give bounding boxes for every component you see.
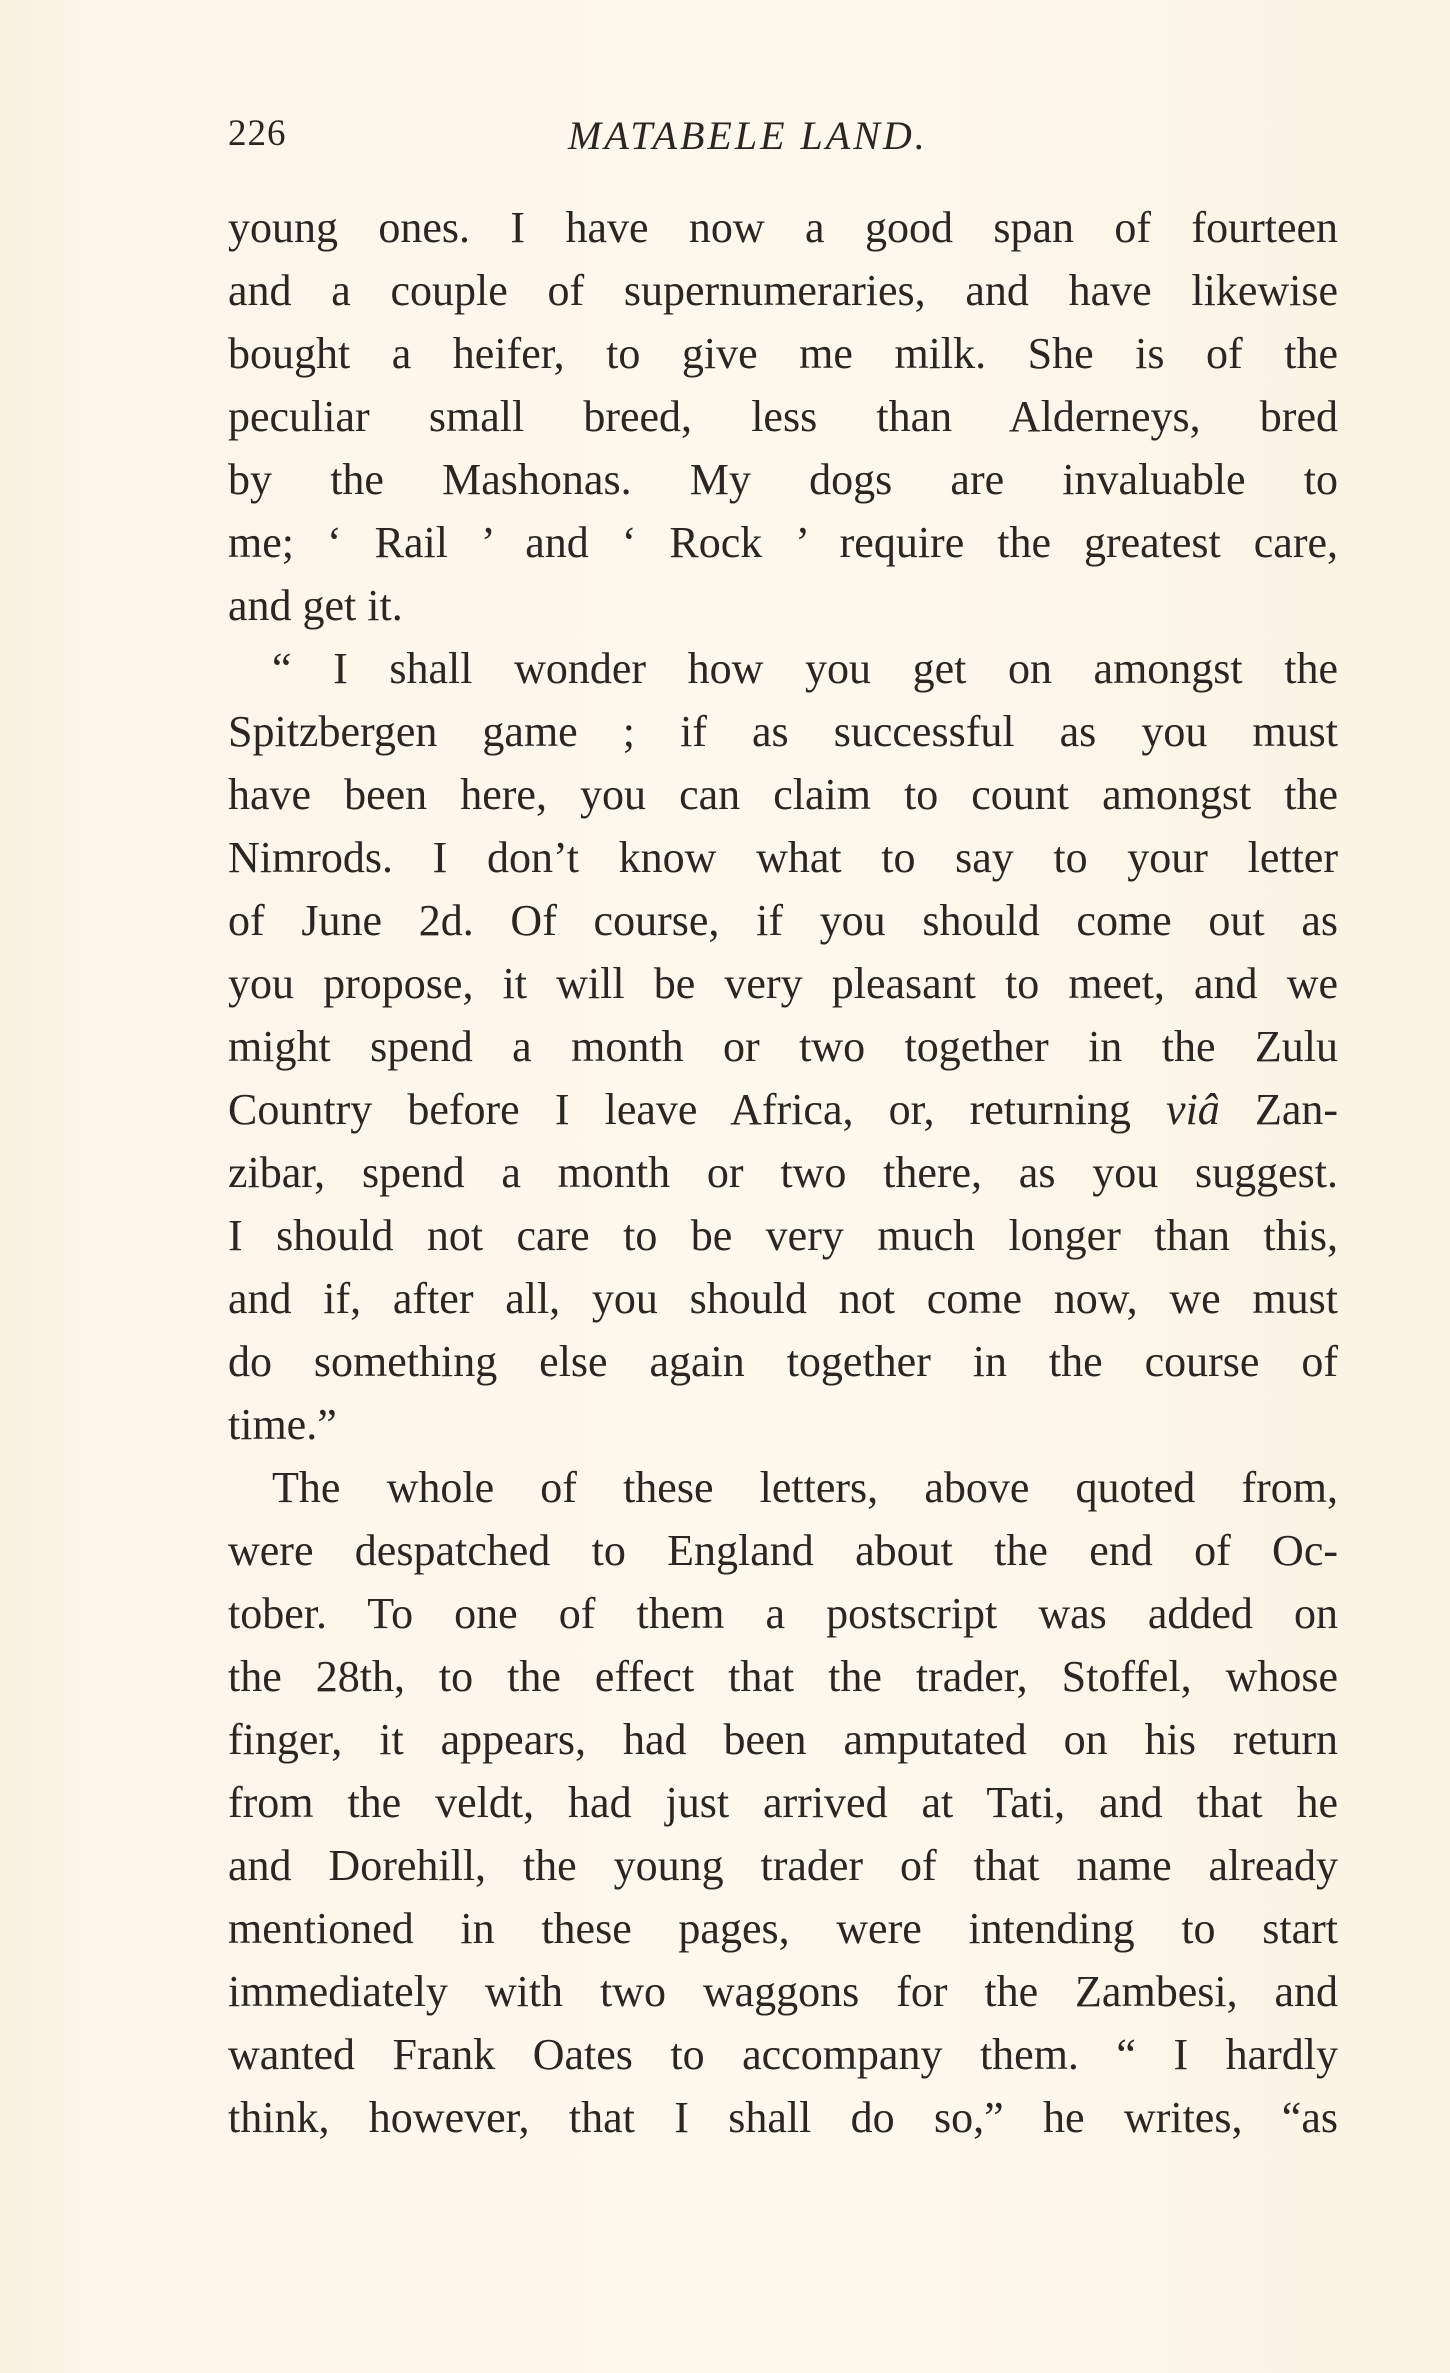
text-line: Spitzbergen game ; if as successful as you must — [228, 707, 1338, 756]
text-line: time.” — [228, 1400, 337, 1449]
text-line: The whole of these letters, above quoted from, — [272, 1463, 1338, 1512]
text-line: and Dorehill, the young trader of that name already — [228, 1841, 1338, 1890]
text-line: immediately with two waggons for the Zambesi, and — [228, 1967, 1338, 2016]
text-line: might spend a month or two together in the Zulu — [228, 1022, 1338, 1071]
text-line: have been here, you can claim to count amongst the — [228, 770, 1338, 819]
text-line: by the Mashonas. My dogs are invaluable to — [228, 455, 1338, 504]
text-line: were despatched to England about the end of Oc- — [228, 1526, 1338, 1575]
text-line: zibar, spend a month or two there, as you suggest. — [228, 1148, 1338, 1197]
text-line: tober. To one of them a postscript was added on — [228, 1589, 1338, 1638]
text-line: and get it. — [228, 581, 403, 630]
text-line: young ones. I have now a good span of fourteen — [228, 203, 1338, 252]
text-line: “ I shall wonder how you get on amongst the — [272, 644, 1338, 693]
text-line: of June 2d. Of course, if you should come out as — [228, 896, 1338, 945]
text-segment: Zan- — [1254, 1085, 1338, 1134]
text-line: and if, after all, you should not come now, we must — [228, 1274, 1338, 1323]
text-line: me; ‘ Rail ’ and ‘ Rock ’ require the greatest care, — [228, 518, 1338, 567]
text-line: from the veldt, had just arrived at Tati, and that he — [228, 1778, 1338, 1827]
page-number: 226 — [228, 113, 287, 154]
text-line: wanted Frank Oates to accompany them. “ I hardly — [228, 2030, 1338, 2079]
text-line: peculiar small breed, less than Alderneys, bred — [228, 392, 1338, 441]
text-line: think, however, that I shall do so,” he writes, “as — [228, 2093, 1338, 2142]
text-line: finger, it appears, had been amputated on his return — [228, 1715, 1338, 1764]
italic-word: viâ — [1166, 1085, 1220, 1134]
text-line-with-italic — [228, 1078, 1338, 1141]
running-title: MATABELE LAND. — [568, 113, 928, 158]
text-line: the 28th, to the effect that the trader, Stoffel, whose — [228, 1652, 1338, 1701]
body-text — [228, 196, 1338, 2149]
text-line: you propose, it will be very pleasant to meet, and we — [228, 959, 1338, 1008]
text-line: bought a heifer, to give me milk. She is of the — [228, 329, 1338, 378]
text-segment: Country before I leave Africa, or, returning — [228, 1085, 1131, 1134]
text-line: I should not care to be very much longer than this, — [228, 1211, 1338, 1260]
text-line: and a couple of supernumeraries, and have likewise — [228, 266, 1338, 315]
text-line: mentioned in these pages, were intending to start — [228, 1904, 1338, 1953]
page-header — [228, 112, 1338, 172]
text-line: Nimrods. I don’t know what to say to your letter — [228, 833, 1338, 882]
text-line: do something else again together in the course of — [228, 1337, 1338, 1386]
